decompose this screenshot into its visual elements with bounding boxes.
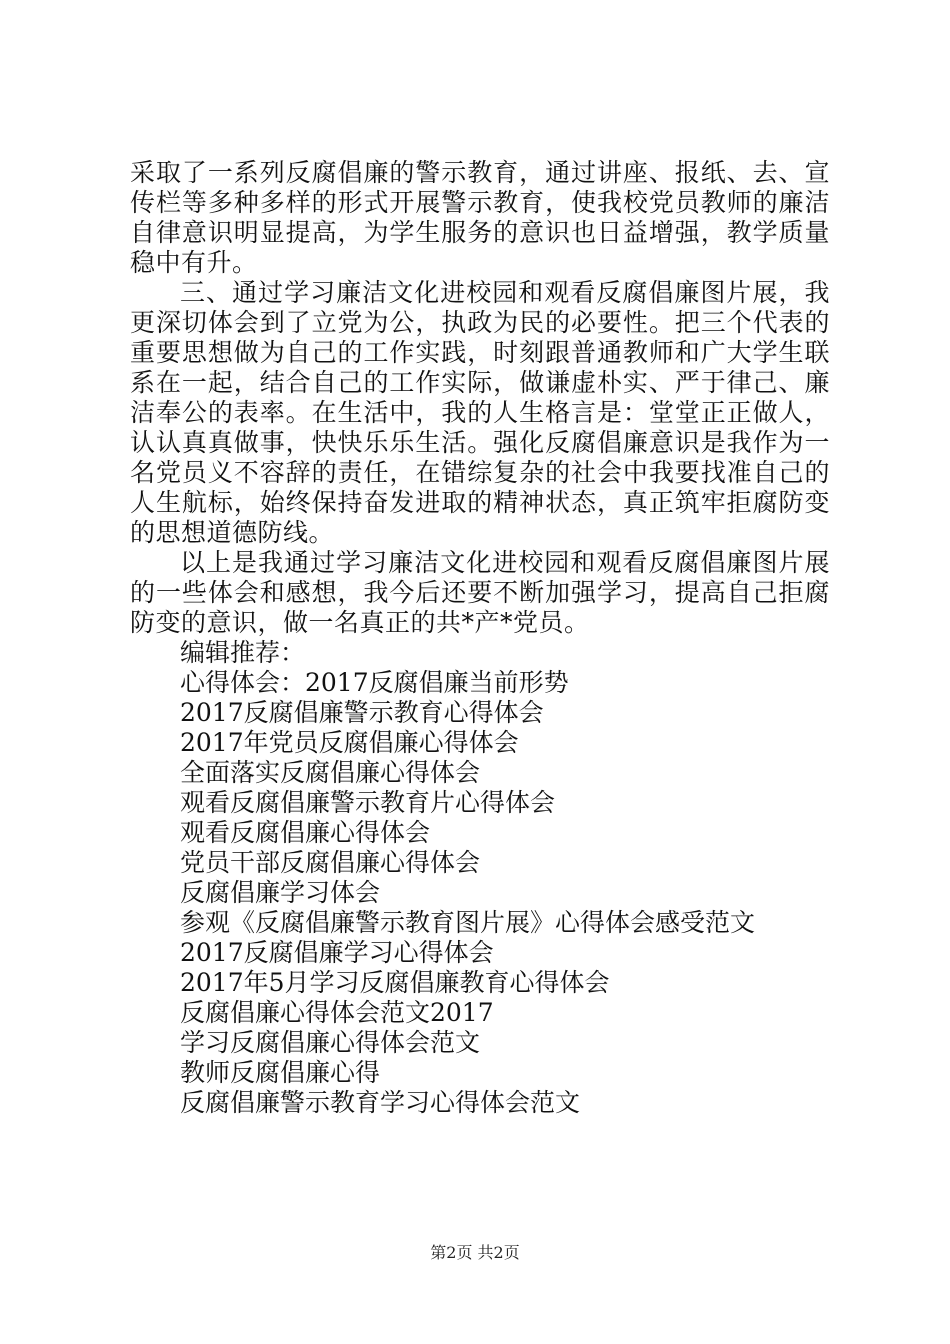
paragraph-2: 三、通过学习廉洁文化进校园和观看反腐倡廉图片展，我更深切体会到了立党为公，执政为民的必要性。把三个代表的重要思想做为自己的工作实践，时刻跟普通教师和广大学生联系在一起，结合自己的工作实际，做谦虚朴实、严于律己、廉洁奉公的表率。在生活中，我的人生格言是：堂堂正正做人，认认真真做事，快快乐乐生活。强化反腐倡廉意识是我作为一名党员义不容辞的责任，在错综复杂的社会中我要找准自己的人生航标，始终保持奋发进取的精神状态，真正筑牢拒腐防变的思想道德防线。 [130, 278, 830, 547]
recommendation-link[interactable]: 反腐倡廉警示教育学习心得体会范文 [180, 1088, 581, 1117]
recommendation-link[interactable]: 2017反腐倡廉警示教育心得体会 [180, 698, 544, 727]
recommend-heading: 编辑推荐： [180, 638, 306, 667]
document-body [130, 158, 830, 1118]
recommendation-link[interactable]: 全面落实反腐倡廉心得体会 [180, 758, 481, 787]
recommendation-link[interactable]: 2017年5月学习反腐倡廉教育心得体会 [180, 968, 610, 997]
paragraph-3: 以上是我通过学习廉洁文化进校园和观看反腐倡廉图片展的一些体会和感想，我今后还要不断加强学习，提高自己拒腐防变的意识，做一名真正的共*产*党员。 [130, 548, 830, 637]
recommendation-link[interactable]: 学习反腐倡廉心得体会范文 [180, 1028, 481, 1057]
recommendation-link[interactable]: 参观《反腐倡廉警示教育图片展》心得体会感受范文 [180, 908, 756, 937]
recommendation-list [130, 668, 830, 1118]
recommendation-link[interactable]: 2017反腐倡廉学习心得体会 [180, 938, 494, 967]
recommendation-link[interactable]: 心得体会：2017反腐倡廉当前形势 [180, 668, 569, 697]
recommendation-link[interactable]: 观看反腐倡廉警示教育片心得体会 [180, 788, 556, 817]
recommendation-link[interactable]: 观看反腐倡廉心得体会 [180, 818, 431, 847]
recommendation-link[interactable]: 反腐倡廉心得体会范文2017 [180, 998, 494, 1027]
paragraph-1: 采取了一系列反腐倡廉的警示教育，通过讲座、报纸、去、宣传栏等多种多样的形式开展警示教育，使我校党员教师的廉洁自律意识明显提高，为学生服务的意识也日益增强，教学质量稳中有升。 [130, 158, 830, 277]
recommendation-link[interactable]: 反腐倡廉学习体会 [180, 878, 381, 907]
recommendation-link[interactable]: 2017年党员反腐倡廉心得体会 [180, 728, 519, 757]
recommendation-link[interactable]: 教师反腐倡廉心得 [180, 1058, 381, 1087]
recommendation-link[interactable]: 党员干部反腐倡廉心得体会 [180, 848, 481, 877]
page-footer: 第2页 共2页 [430, 1243, 520, 1262]
